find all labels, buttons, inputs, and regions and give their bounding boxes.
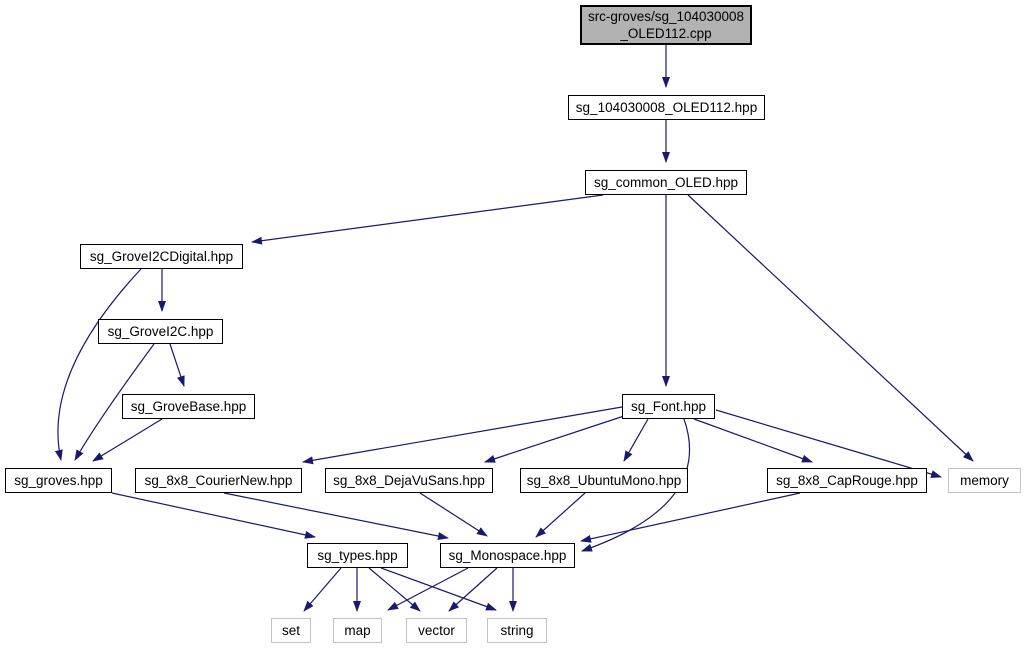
node-label-line: src-groves/sg_104030008 (587, 9, 745, 24)
edge-font-to-courier (303, 407, 622, 462)
node-label: set (281, 623, 300, 638)
edge-font-to-memory (716, 410, 941, 477)
node-label: sg_8x8_UbuntuMono.hpp (526, 473, 682, 488)
node-label: vector (418, 623, 455, 638)
edge-monospace-to-vector (449, 568, 497, 611)
edge-groves-to-types (112, 493, 315, 537)
edge-base-to-groves (93, 419, 162, 461)
edge-types-to-string (381, 568, 496, 610)
node-dejavu[interactable] (325, 468, 493, 493)
node-map (333, 618, 382, 643)
node-font[interactable] (622, 394, 715, 419)
node-string (487, 618, 547, 643)
node-main (580, 5, 752, 45)
node-label: sg_groves.hpp (14, 473, 103, 488)
node-label: sg_common_OLED.hpp (593, 175, 739, 190)
edge-types-to-vector (369, 568, 420, 611)
node-label: string (500, 623, 534, 638)
node-groves[interactable] (5, 468, 112, 493)
node-memory (948, 468, 1021, 493)
node-ubuntu[interactable] (520, 468, 688, 493)
node-courier[interactable] (135, 468, 302, 493)
edge-types-to-set (304, 568, 341, 611)
node-label: sg_8x8_CapRouge.hpp (776, 473, 918, 488)
node-label: sg_types.hpp (317, 548, 398, 563)
edge-courier-to-monospace (224, 493, 448, 538)
node-i2cdigital[interactable] (80, 244, 243, 269)
node-label: sg_104030008_OLED112.hpp (575, 100, 758, 115)
node-label: map (344, 623, 371, 638)
node-common[interactable] (585, 170, 747, 195)
edge-dejavu-to-monospace (420, 493, 487, 536)
node-label: memory (960, 473, 1009, 488)
edge-i2c-to-base (170, 344, 184, 386)
edge-font-to-dejavu (485, 416, 624, 462)
edge-ubuntu-to-monospace (536, 493, 585, 537)
node-label: sg_8x8_DejaVuSans.hpp (333, 473, 485, 488)
node-oled112[interactable] (568, 95, 765, 120)
edge-common-to-i2cdigital (252, 195, 603, 242)
node-caprouge[interactable] (767, 468, 927, 493)
node-label: sg_Font.hpp (630, 399, 707, 414)
node-label: sg_Monospace.hpp (448, 548, 567, 563)
node-label: sg_GroveI2C.hpp (107, 324, 214, 339)
edge-i2cdigital-to-groves (58, 269, 141, 460)
node-label: sg_GroveI2CDigital.hpp (89, 249, 234, 264)
edge-font-to-caprouge (694, 419, 812, 462)
node-base[interactable] (122, 394, 255, 419)
node-monospace[interactable] (440, 543, 575, 568)
node-types[interactable] (307, 543, 408, 568)
node-vector (406, 618, 467, 643)
node-label: sg_8x8_CourierNew.hpp (144, 473, 293, 488)
edge-font-to-ubuntu (624, 419, 648, 461)
edge-common-to-memory (688, 195, 973, 461)
node-set (271, 618, 311, 643)
node-label: sg_GroveBase.hpp (130, 399, 247, 414)
node-i2c[interactable] (98, 319, 223, 344)
edge-caprouge-to-monospace (581, 493, 800, 541)
edge-monospace-to-map (388, 568, 468, 610)
node-label-line: _OLED112.cpp (620, 26, 712, 41)
